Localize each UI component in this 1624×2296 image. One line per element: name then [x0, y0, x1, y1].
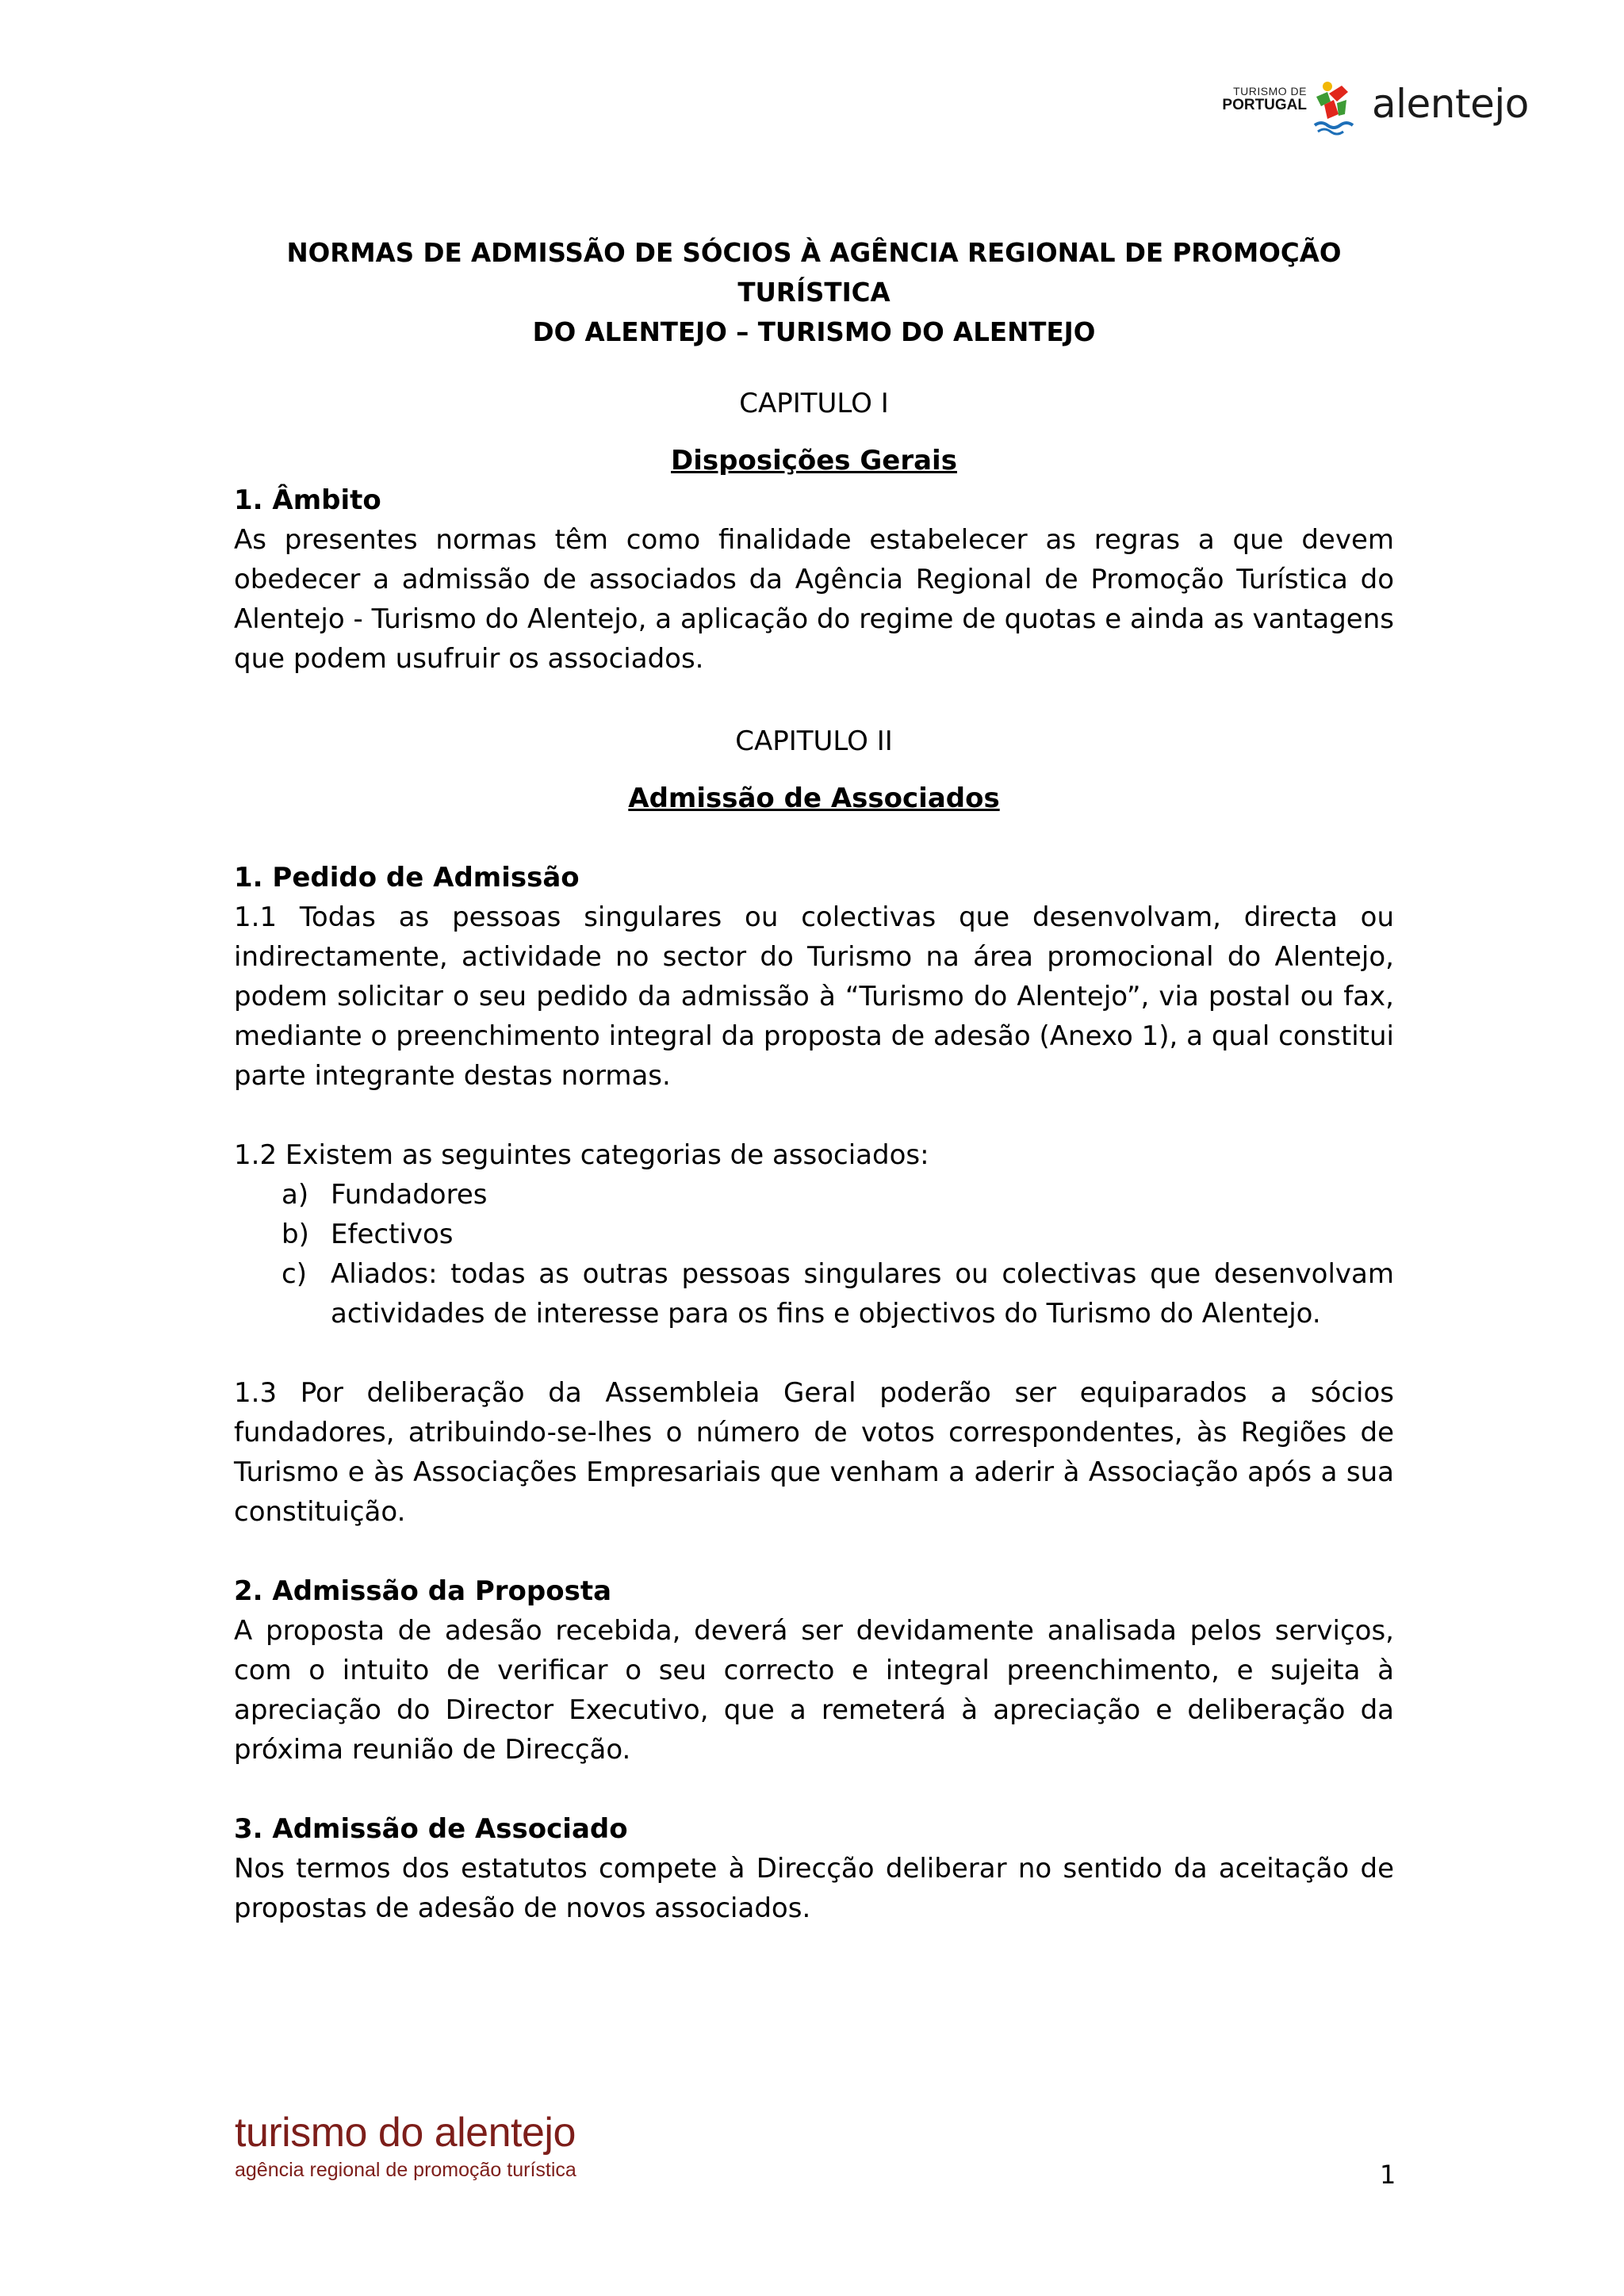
chapter-2-subtitle: Admissão de Associados — [628, 783, 1000, 814]
title-line-1: NORMAS DE ADMISSÃO DE SÓCIOS À AGÊNCIA REGIONAL DE PROMOÇÃO TURÍSTICA — [286, 238, 1342, 308]
list-item-text: Aliados: todas as outras pessoas singulares ou colectivas que desenvolvam actividades de interesse para os fins e objectivos do Turismo do Alentejo. — [331, 1258, 1394, 1330]
header-logo — [1210, 79, 1527, 143]
logo-portugal: PORTUGAL — [1222, 96, 1307, 113]
list-marker: c) — [282, 1258, 307, 1290]
list-marker: b) — [282, 1219, 309, 1250]
logo-turismo-de: TURISMO DE — [1233, 85, 1307, 98]
list-item — [234, 1215, 1394, 1254]
chapter-1-subtitle: Disposições Gerais — [671, 445, 957, 476]
pedido-admissao-heading: 1. Pedido de Admissão — [234, 862, 580, 894]
admissao-proposta-heading: 2. Admissão da Proposta — [234, 1575, 612, 1607]
admissao-associado-text: Nos termos dos estatutos compete à Direcção deliberar no sentido da aceitação de propostas de adesão de novos associados. — [234, 1853, 1394, 1924]
spacer — [234, 1334, 1394, 1373]
spacer — [234, 1770, 1394, 1809]
footer-logo — [235, 2109, 576, 2182]
document-title — [234, 233, 1394, 352]
turismo-portugal-emblem-icon — [1310, 79, 1358, 136]
page-number: 1 — [1380, 2160, 1396, 2190]
paragraph-1-1: 1.1 Todas as pessoas singulares ou colectivas que desenvolvam, directa ou indirectamente, actividade no sector do Turismo na área promocional do Alentejo, podem solicitar o seu pedido da admissão à “Turismo do Alentejo”, via postal ou fax, mediante o preenchimento integral da proposta de adesão (Anexo 1), a qual constitui parte integrante destas normas. — [234, 901, 1394, 1092]
chapter-1-label: CAPITULO I — [739, 388, 889, 419]
paragraph-1-2: 1.2 Existem as seguintes categorias de associados: — [234, 1139, 929, 1171]
list-item-text: Efectivos — [331, 1219, 454, 1250]
section-1-text: As presentes normas têm como finalidade estabelecer as regras a que devem obedecer a admissão de associados da Agência Regional de Promoção Turística do Alentejo - Turismo do Alentejo, a aplicação do regime de quotas e ainda as vantagens que podem usufruir os associados. — [234, 524, 1394, 675]
list-item-text: Fundadores — [331, 1179, 488, 1211]
title-line-2: DO ALENTEJO – TURISMO DO ALENTEJO — [532, 317, 1096, 347]
list-item — [234, 1254, 1394, 1334]
list-item — [234, 1175, 1394, 1215]
section-1-heading: 1. Âmbito — [234, 484, 381, 516]
footer-brand-name: turismo do alentejo — [235, 2110, 576, 2156]
spacer — [234, 1096, 1394, 1135]
chapter-2 — [234, 721, 1394, 1928]
associate-categories-list — [234, 1175, 1394, 1334]
admissao-associado-heading: 3. Admissão de Associado — [234, 1813, 628, 1845]
admissao-proposta-text: A proposta de adesão recebida, deverá ser devidamente analisada pelos serviços, com o intuito de verificar o seu correcto e integral preenchimento, e sujeita à apreciação do Director Executivo, que a remeterá à apreciação e deliberação da próxima reunião de Direcção. — [234, 1615, 1394, 1766]
paragraph-1-3: 1.3 Por deliberação da Assembleia Geral poderão ser equiparados a sócios fundadores, atribuindo-se-lhes o número de votos correspondentes, às Regiões de Turismo e às Associações Empresariais que venham a aderir à Associação após a sua constituição. — [234, 1377, 1394, 1528]
spacer — [234, 818, 1394, 858]
chapter-1 — [234, 384, 1394, 679]
chapter-2-label: CAPITULO II — [735, 725, 893, 757]
list-marker: a) — [282, 1179, 309, 1211]
spacer — [234, 1532, 1394, 1571]
logo-alentejo: alentejo — [1372, 81, 1529, 127]
turismo-de-portugal-wordmark — [1210, 86, 1307, 113]
footer-tagline: agência regional de promoção turística — [235, 2159, 576, 2181]
